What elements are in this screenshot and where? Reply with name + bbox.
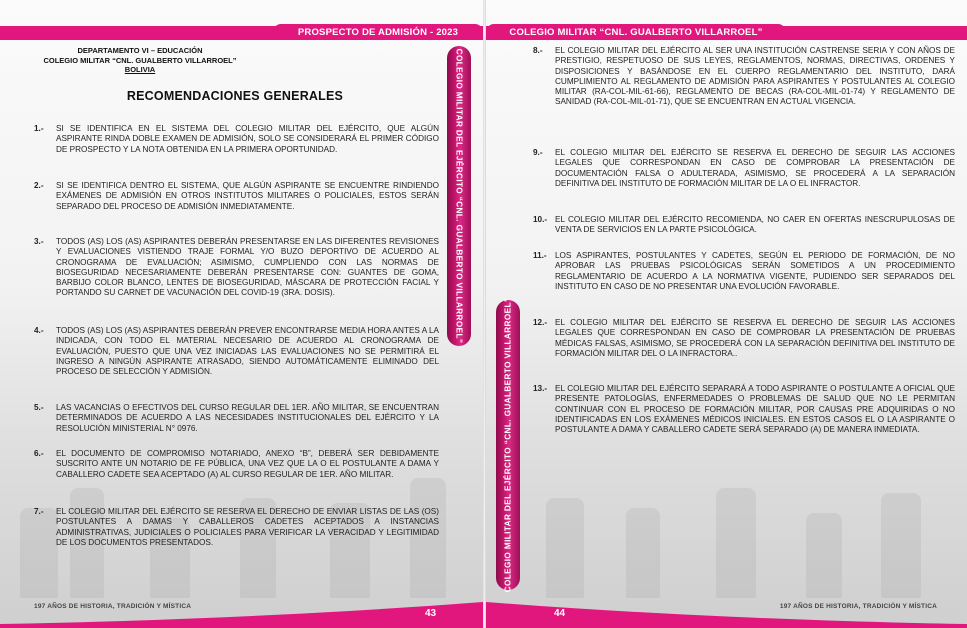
item-number: 6.- <box>34 449 44 458</box>
country-name: BOLIVIA <box>124 65 156 74</box>
list-item <box>533 215 955 236</box>
item-text: SI SE IDENTIFICA DENTRO EL SISTEMA, QUE ALGÚN ASPIRANTE SE ENCUENTRE RINDIENDO EXÁMENES DE ADMISIÓN EN OTROS INSTITUTOS MILITARES O POLICIALES, ESTOS SERÁN SEPARADO DEL PROCESO DE ADMISIÓN INMEDIATAMENTE. <box>56 181 439 211</box>
vertical-ribbon <box>447 46 471 346</box>
list-item <box>34 507 439 548</box>
list-item <box>533 148 955 189</box>
item-text: EL COLEGIO MILITAR DEL EJÉRCITO RECOMIENDA, NO CAER EN OFERTAS INESCRUPULOSAS DE VENTA DE SERVICIOS EN LA PARTE PSICOLÓGICA. <box>555 215 955 235</box>
page-number: 43 <box>425 608 437 619</box>
list-item <box>533 46 955 108</box>
ribbon-label: COLEGIO MILITAR DEL EJÉRCITO “CNL. GUALBERTO VILLARROEL” <box>454 48 464 344</box>
list-item <box>34 237 439 299</box>
item-number: 12.- <box>533 318 548 327</box>
list-item <box>34 124 439 155</box>
list-item <box>533 318 955 359</box>
item-text: LAS VACANCIAS O EFECTIVOS DEL CURSO REGULAR DEL 1ER. AÑO MILITAR, SE ENCUENTRAN DETERMINADOS DE ACUERDO A LAS NECESIDADES INSTITUCIONALES DEL EJÉRCITO Y LA RESOLUCIÓN MINISTERIAL N° 0976. <box>56 403 439 433</box>
item-text: EL COLEGIO MILITAR DEL EJÉRCITO SE RESERVA EL DERECHO DE SEGUIR LAS ACCIONES LEGALES QUE CORRESPONDAN EN CASO DE COMPROBAR LA PRESENTACIÓN DE DOCUMENTACIÓN FALSA O ADULTERADA, ASIMISMO, SE PROCEDERÁ A LA SEPARACIÓN DEFINITIVA DEL INSTITUTO DE FORMACIÓN MILITAR DE LA O EL INFRACTOR. <box>555 148 955 188</box>
list-item <box>34 181 439 212</box>
item-text: TODOS (AS) LOS (AS) ASPIRANTES DEBERÁN PREVER ENCONTRARSE MEDIA HORA ANTES A LA INDICADA, CON TODO EL MATERIAL NECESARIO DE ACUERDO AL CRONOGRAMA DE EVALUACIÓN, PUESTO QUE UNA VEZ INICIADAS LAS EVALUACIONES NO SE PERMITIRÁ EL INGRESO A NINGÚN ASPIRANTE ATRASADO, SIENDO AUTOMÁTICAMENTE ELIMINADO DEL PROCESO DE SELECCIÓN Y ADMISIÓN. <box>56 326 439 377</box>
item-text: EL COLEGIO MILITAR DEL EJÉRCITO SE RESERVA EL DERECHO DE SEGUIR LAS ACCIONES LEGALES QUE CORRESPONDAN EN CASO DE COMPROBAR LA PRESENTACIÓN DE PRUEBAS MÉDICAS FALSAS, ASIMISMO, SE PROCEDERÁ CON LA SEPARACIÓN DEFINITIVA DEL INSTITUTO DE FORMACIÓN MILITAR DEL O LA INFRACTORA.. <box>555 318 955 358</box>
item-text: EL COLEGIO MILITAR DEL EJÉRCITO SE RESERVA EL DERECHO DE ENVIAR LISTAS DE LAS (OS) POSTULANTES A DAMAS Y CABALLEROS CADETES ACEPTADOS A INSTANCIAS ADMINISTRATIVAS, JUDICIALES O POLICIALES PARA VERIFICAR LA VERACIDAD Y LEGITIMIDAD DE LOS DOCUMENTOS PRESENTADOS. <box>56 507 439 547</box>
page-43 <box>0 0 483 628</box>
item-number: 4.- <box>34 326 44 335</box>
header-band <box>0 26 483 40</box>
item-text: EL DOCUMENTO DE COMPROMISO NOTARIADO, ANEXO “B”, DEBERÁ SER DEBIDAMENTE SUSCRITO ANTE UN NOTARIO DE FE PÚBLICA, UNA VEZ QUE LA O EL POSTULANTE A DAMA Y CABALLERO CADETE SEA ACEPTADO (A) AL CURSO REGULAR DE 1ER. AÑO MILITAR. <box>56 449 439 479</box>
vertical-ribbon <box>496 297 520 593</box>
item-number: 13.- <box>533 384 548 393</box>
list-item <box>34 449 439 480</box>
list-item <box>533 384 955 435</box>
list-item <box>533 251 955 292</box>
footer-motto: 197 AÑOS DE HISTORIA, TRADICIÓN Y MÍSTICA <box>779 603 937 610</box>
item-text: EL COLEGIO MILITAR DEL EJÉRCITO SEPARARÁ A TODO ASPIRANTE O POSTULANTE A OFICIAL QUE PRESENTE PATOLOGÍAS, ENFERMEDADES O PROBLEMAS DE SALUD QUE NO LE PERMITAN CONTINUAR CON EL PROCESO DE FORMACIÓN MILITAR, POR CAUSAS PRE ADQUIRIDAS O NO IDENTIFICADAS EN LOS EXÁMENES MÉDICOS INICIALES. EN ESTOS CASOS EL O LA ASPIRANTE O POSTULANTE A DAMA Y CABALLERO CADETE SERÁ SEPARADO (A) DE MANERA INMEDIATA. <box>555 384 955 435</box>
item-number: 5.- <box>34 403 44 412</box>
list-item <box>34 403 439 434</box>
school-name: COLEGIO MILITAR “CNL. GUALBERTO VILLARROEL” <box>43 55 237 65</box>
item-number: 10.- <box>533 215 548 224</box>
item-number: 1.- <box>34 124 44 133</box>
page-44 <box>486 0 967 628</box>
item-text: LOS ASPIRANTES, POSTULANTES Y CADETES, SEGÚN EL PERIODO DE FORMACIÓN, DE NO APROBAR LAS PRUEBAS PSICOLÓGICAS SERÁN SOMETIDOS A UN PROCEDIMIENTO REGLAMENTARIO DE ACUERDO A LA NORMATIVA VIGENTE, PUDIENDO SER SEPARADOS DEL INSTITUTO EN CASO DE NO PRESENTAR UNA EVOLUCIÓN FAVORABLE. <box>555 251 955 291</box>
page-number: 44 <box>554 608 566 619</box>
department-line: DEPARTAMENTO VI – EDUCACIÓN <box>77 46 203 55</box>
item-number: 7.- <box>34 507 44 516</box>
header-tab: PROSPECTO DE ADMISIÓN - 2023 <box>273 24 483 40</box>
item-number: 11.- <box>533 251 547 260</box>
page-title: RECOMENDACIONES GENERALES <box>126 89 344 103</box>
item-number: 3.- <box>34 237 44 246</box>
item-text: TODOS (AS) LOS (AS) ASPIRANTES DEBERÁN PRESENTARSE EN LAS DIFERENTES REVISIONES Y EVALUACIONES VISTIENDO TRAJE FORMAL Y/O BUZO DEPORTIVO DE ACUERDO AL CRONOGRAMA DE EVALUACIÓN; ASIMISMO, CUMPLIENDO CON LAS NORMAS DE BIOSEGURIDAD NECESARIAMENTE DEBERÁN PRESENTARSE CON: GUANTES DE GOMA, BARBIJO COLOR BLANCO, LENTES DE BIOSEGURIDAD, MÁSCARA DE PROTECCIÓN FACIAL Y PORTANDO SU CARNET DE VACUNACIÓN DEL COVID-19 (3RA. DOSIS). <box>56 237 439 298</box>
list-item <box>34 326 439 377</box>
item-number: 2.- <box>34 181 44 190</box>
header-tab: COLEGIO MILITAR “CNL. GUALBERTO VILLARROEL” <box>486 24 786 40</box>
department-heading <box>30 46 250 75</box>
item-text: SI SE IDENTIFICA EN EL SISTEMA DEL COLEGIO MILITAR DEL EJÉRCITO, QUE ALGÚN ASPIRANTE RINDA DOBLE EXAMEN DE ADMISIÓN, SOLO SE CONSIDERARÁ EL PRIMER CÓDIGO DE PROSPECTO Y LA NOTA OBTENIDA EN LA PRIMERA OPORTUNIDAD. <box>56 124 439 154</box>
footer-motto: 197 AÑOS DE HISTORIA, TRADICIÓN Y MÍSTICA <box>34 603 192 610</box>
item-text: EL COLEGIO MILITAR DEL EJÉRCITO AL SER UNA INSTITUCIÓN CASTRENSE SERIA Y CON AÑOS DE PRESTIGIO, RESPETUOSO DE SUS LEYES, REGLAMENTOS, NORMAS, DIRECTIVAS, ORDENES Y DISPOSICIONES Y BASÁNDOSE EN EL CUERPO REGLAMENTARIO DEL INSTITUTO, DARÁ CUMPLIMIENTO AL REGLAMENTO DE ADMISIÓN PARA ASPIRANTES Y POSTULANTES AL COLEGIO MILITAR (RA-COL-MIL-61-66), REGLAMENTO DE BECAS (RA-COL-MIL-01-74) Y REGLAMENTO DE SANIDAD (RA-COL-MIL-01-71), QUE SE ENCUENTRAN EN ACTUAL VIGENCIA. <box>555 46 955 107</box>
item-number: 9.- <box>533 148 543 157</box>
item-number: 8.- <box>533 46 543 55</box>
footer-band <box>0 594 483 628</box>
header-band <box>486 26 967 40</box>
ribbon-label: COLEGIO MILITAR DEL EJÉRCITO “CNL. GUALBERTO VILLARROEL” <box>503 297 513 593</box>
